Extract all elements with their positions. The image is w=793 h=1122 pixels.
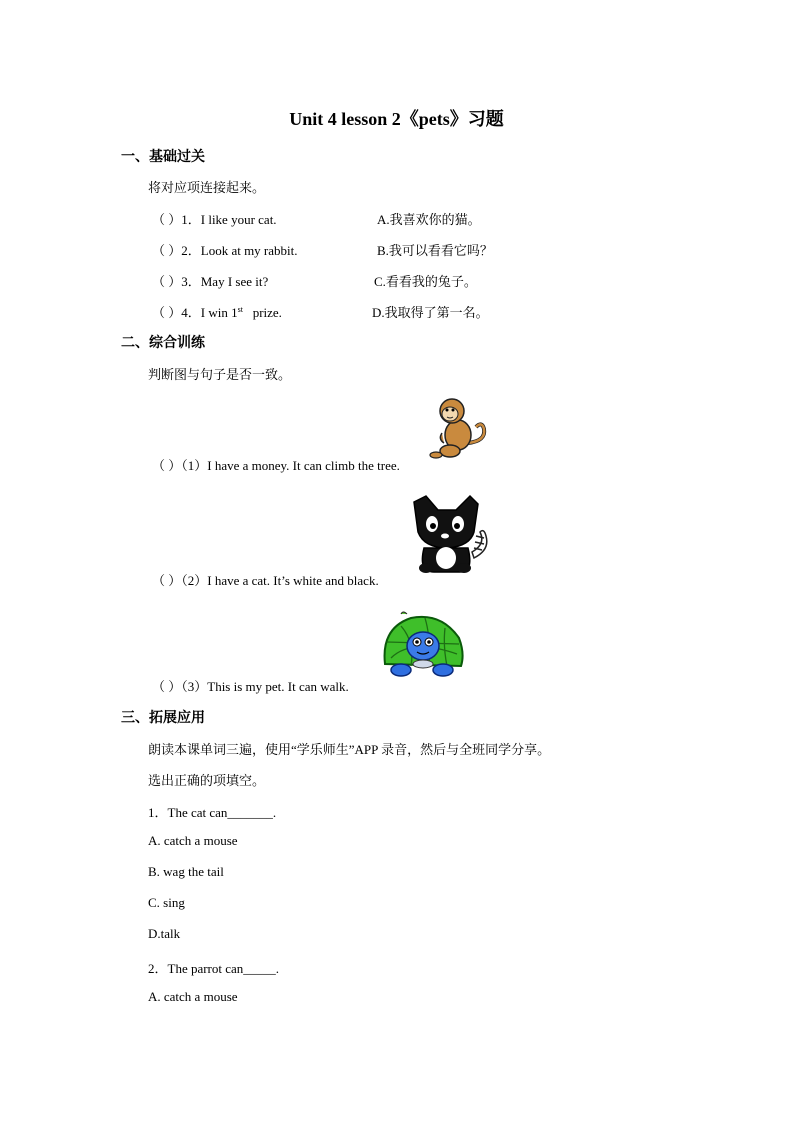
match-right-2: B.我可以看看它吗？ xyxy=(377,243,493,258)
match-left-1: （ ）1．I like your cat. xyxy=(152,212,277,227)
section-1-instruction: 将对应项连接起来。 xyxy=(148,180,266,195)
question-1-option-d: D.talk xyxy=(148,926,181,941)
match-left-4 xyxy=(152,302,282,321)
monkey-picture xyxy=(428,393,490,461)
judge-item-2: （ ）（2）I have a cat. It’s white and black. xyxy=(152,573,379,588)
judge-item-3: （ ）（3）This is my pet. It can walk. xyxy=(152,679,349,694)
question-1-option-a: A. catch a mouse xyxy=(148,833,238,848)
section-3-line-1: 朗读本课单词三遍，使用“学乐师生”APP 录音，然后与全班同学分享。 xyxy=(148,742,551,757)
match-right-3: C.看看我的兔子。 xyxy=(374,274,477,289)
section-1-heading: 一、基础过关 xyxy=(121,150,205,165)
question-2-option-a: A. catch a mouse xyxy=(148,989,238,1004)
match-left-4-text: （ ）4．I win 1 xyxy=(152,305,238,320)
match-left-3: （ ）3．May I see it? xyxy=(152,274,269,289)
match-right-1: A.我喜欢你的猫。 xyxy=(377,212,481,227)
match-left-4-suffix: prize. xyxy=(252,305,282,320)
turtle-picture xyxy=(381,608,465,680)
question-1-option-c: C. sing xyxy=(148,895,185,910)
superscript-st: st xyxy=(237,305,243,314)
match-right-4: D.我取得了第一名。 xyxy=(372,305,489,320)
judge-item-1: （ ）（1）I have a money. It can climb the tree. xyxy=(152,458,400,473)
section-3-line-2: 选出正确的项填空。 xyxy=(148,773,266,788)
question-1-option-b: B. wag the tail xyxy=(148,864,224,879)
section-2-instruction: 判断图与句子是否一致。 xyxy=(148,367,292,382)
section-3-heading: 三、拓展应用 xyxy=(121,711,205,726)
page-title: Unit 4 lesson 2《pets》习题 xyxy=(289,109,504,129)
match-left-2: （ ）2．Look at my rabbit. xyxy=(152,243,298,258)
question-1-stem: 1．The cat can_______. xyxy=(148,805,277,820)
cat-picture xyxy=(408,492,490,576)
section-2-heading: 二、综合训练 xyxy=(121,336,205,351)
question-2-stem: 2．The parrot can_____. xyxy=(148,961,280,976)
